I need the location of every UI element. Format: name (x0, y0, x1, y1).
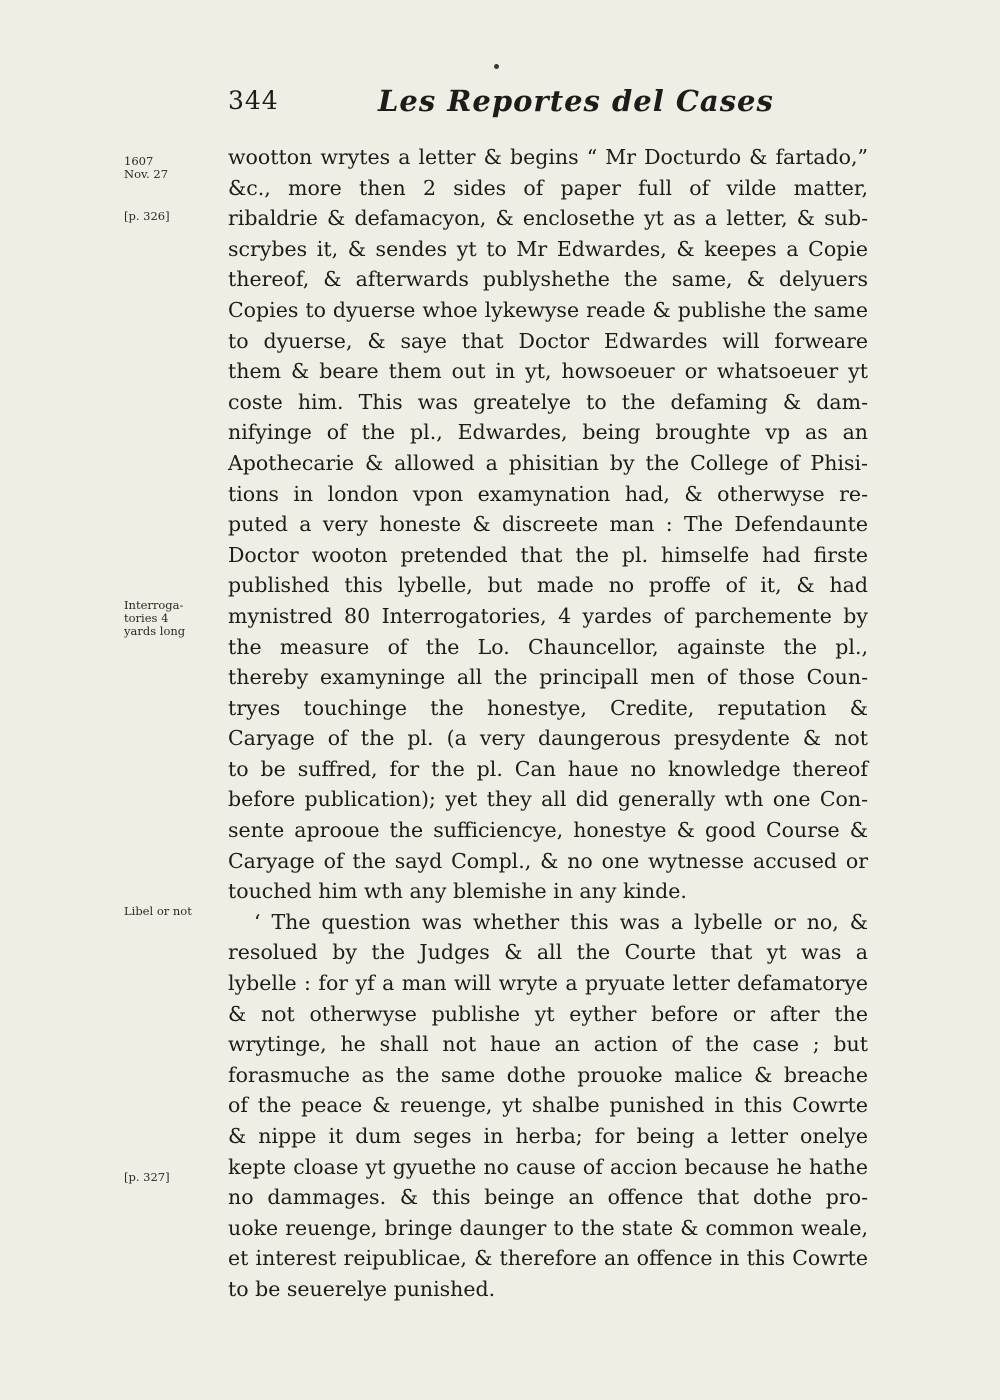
text-line: of the peace & reuenge, yt shalbe punished in this Cowrte (228, 1093, 868, 1118)
text-line: kepte cloase yt gyuethe no cause of accion because he hathe (228, 1154, 868, 1179)
text-line: puted a very honeste & discreete man : The Defendaunte (228, 512, 868, 537)
text-line: thereby examyninge all the principall men of those Coun- (228, 665, 868, 690)
margin-note-interrogatories: Interroga- tories 4 yards long (124, 598, 186, 638)
text-line: to dyuerse, & saye that Doctor Edwardes will forweare (228, 328, 868, 353)
text-line: lybelle : for yf a man will wryte a pryuate letter defamatorye (228, 971, 868, 996)
text-line: et interest reipublicae, & therefore an offence in this Cowrte (228, 1246, 868, 1271)
text-line: Doctor wooton pretended that the pl. himselfe had firste (228, 542, 868, 567)
text-line: Copies to dyuerse whoe lykewyse reade & publishe the same (228, 297, 868, 322)
text-line: nifyinge of the pl., Edwardes, being broughte vp as an (228, 420, 868, 445)
text-line: scrybes it, & sendes yt to Mr Edwardes, & keepes a Copie (228, 236, 868, 261)
text-line: forasmuche as the same dothe prouoke malice & breache (228, 1062, 868, 1087)
text-line: tryes touchinge the honestye, Credite, reputation & (228, 695, 868, 720)
text-line: published this lybelle, but made no proffe of it, & had (228, 573, 868, 598)
body-text (228, 142, 868, 1305)
text-line: coste him. This was greatelye to the defaming & dam- (228, 389, 868, 414)
text-line: the measure of the Lo. Chauncellor, againste the pl., (228, 634, 868, 659)
running-title: Les Reportes del Cases (378, 84, 774, 118)
text-line: to be seuerelye punished. (228, 1276, 496, 1301)
text-line: Caryage of the sayd Compl., & no one wytnesse accused or (228, 848, 868, 873)
text-line: mynistred 80 Interrogatories, 4 yardes of parchemente by (228, 603, 868, 628)
text-line: uoke reuenge, bringe daunger to the state & common weale, (228, 1215, 868, 1240)
margin-note-date: 1607 Nov. 27 (124, 154, 169, 181)
margin-note-page-327: [p. 327] (124, 1170, 170, 1184)
page-mark-dot (494, 64, 499, 69)
text-line: Apothecarie & allowed a phisitian by the College of Phisi- (228, 450, 868, 475)
text-line: resolued by the Judges & all the Courte that yt was a (228, 940, 868, 965)
text-line: them & beare them out in yt, howsoeuer or whatsoeuer yt (228, 359, 868, 384)
text-line: ‘ The question was whether this was a lybelle or no, & (254, 909, 868, 934)
text-line: & nippe it dum seges in herba; for being a letter onelye (228, 1124, 868, 1148)
text-line: before publication); yet they all did generally wth one Con- (228, 787, 868, 812)
margin-note-libel: Libel or not (124, 904, 192, 918)
page-header (228, 86, 868, 126)
text-line: sente aprooue the sufficiencye, honestye & good Course & (228, 818, 868, 843)
text-line: &c., more then 2 sides of paper full of vilde matter, (228, 175, 868, 200)
text-line: wootton wrytes a letter & begins “ Mr Docturdo & fartado,” (228, 145, 868, 169)
text-line: thereof, & afterwards publyshethe the same, & delyuers (228, 267, 868, 292)
text-line: no dammages. & this beinge an offence that dothe pro- (228, 1185, 868, 1210)
text-line: ribaldrie & defamacyon, & enclosethe yt as a letter, & sub- (228, 206, 868, 231)
text-line: wrytinge, he shall not haue an action of the case ; but (228, 1032, 868, 1057)
text-line: touched him wth any blemishe in any kinde. (228, 879, 687, 904)
page-number: 344 (228, 86, 279, 115)
text-line: to be suffred, for the pl. Can haue no knowledge thereof (228, 756, 868, 781)
text-line: & not otherwyse publishe yt eyther before or after the (228, 1001, 868, 1026)
margin-note-page-326: [p. 326] (124, 209, 170, 223)
text-line: Caryage of the pl. (a very daungerous presydente & not (228, 726, 868, 751)
text-line: tions in london vpon examynation had, & otherwyse re- (228, 481, 868, 506)
